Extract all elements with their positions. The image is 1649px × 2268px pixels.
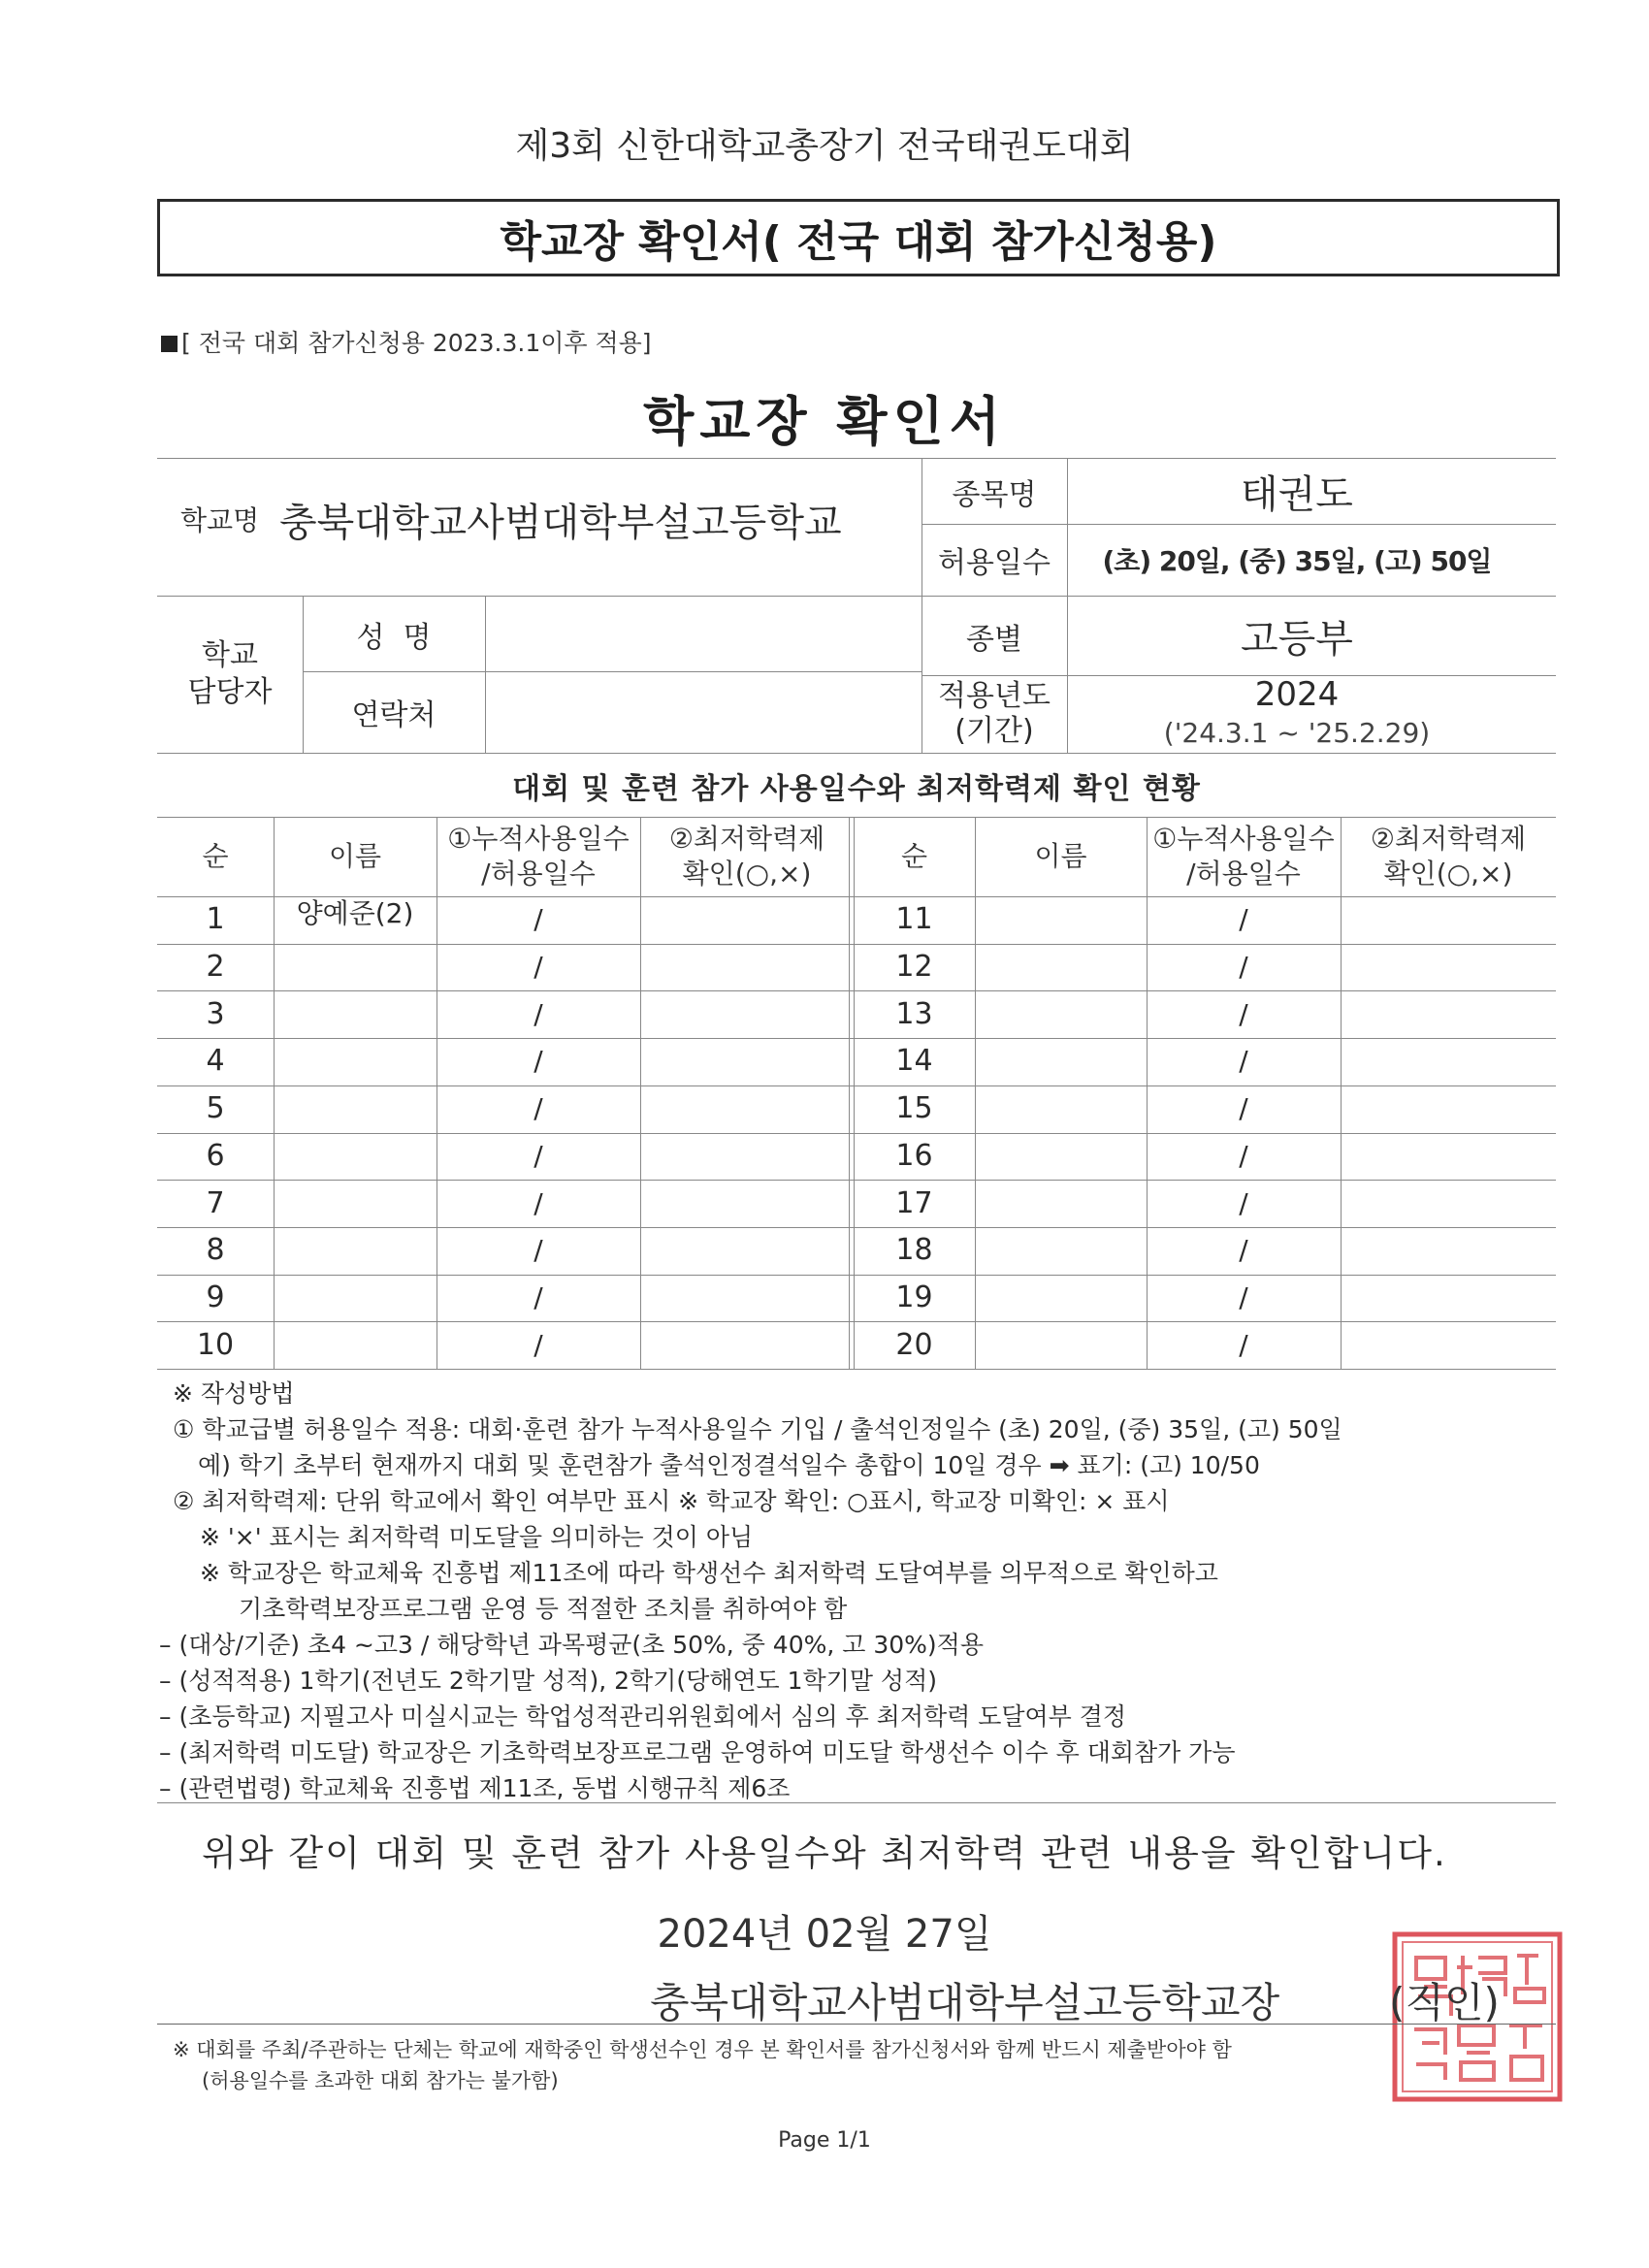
row-days: /	[534, 1328, 543, 1361]
note-line: – (초등학교) 지필고사 미실시교는 학업성적관리위원회에서 심의 후 최저학력 도달여부 결정	[159, 1702, 1127, 1731]
date: 2024년 02월 27일	[657, 1912, 992, 1957]
row-number: 11	[895, 902, 933, 937]
row-number: 4	[206, 1044, 225, 1079]
division-value: 고등부	[1241, 617, 1353, 662]
row-check	[1341, 1133, 1556, 1181]
header-days: ①누적사용일수 /허용일수	[447, 823, 630, 890]
form-title: 학교장 확인서( 전국 대회 참가신청용)	[500, 217, 1217, 267]
row-days: /	[534, 1045, 543, 1078]
note-line: – (성적적용) 1학기(전년도 2학기말 성적), 2학기(당해연도 1학기말 성적)	[159, 1667, 937, 1695]
row-name	[975, 1174, 1147, 1221]
header-no: 순	[202, 840, 229, 872]
row-number: 17	[895, 1185, 933, 1220]
principal-name: 충북대학교사범대학부설고등학교장	[650, 1979, 1280, 2026]
phone-label: 연락처	[351, 698, 436, 732]
year-value: 2024	[1254, 675, 1340, 714]
row-days: /	[1239, 1139, 1248, 1172]
row-days: /	[1239, 951, 1248, 984]
document-title: 학교장 확인서	[643, 391, 1006, 452]
row-name	[274, 1221, 436, 1269]
row-days: /	[534, 1186, 543, 1219]
row-number: 8	[206, 1233, 225, 1268]
note-line: – (최저학력 미도달) 학교장은 기초학력보장프로그램 운영하여 미도달 학생선수 이수 후 대회참가 가능	[159, 1738, 1236, 1766]
row-name	[975, 1269, 1147, 1316]
row-number: 1	[206, 902, 225, 937]
row-check	[1341, 1275, 1556, 1322]
row-name	[975, 891, 1147, 938]
note-line: ② 최저학력제: 단위 학교에서 확인 여부만 표시 ※ 학교장 확인: ○표시, 학교장 미확인: × 표시	[173, 1487, 1170, 1515]
header-name: 이름	[328, 840, 382, 872]
note-line: ※ 작성방법	[173, 1379, 295, 1408]
row-check	[1341, 1180, 1556, 1227]
square-bullet-icon	[161, 336, 178, 352]
row-days: /	[534, 997, 543, 1030]
seal-label: (직인)	[1389, 1979, 1500, 2026]
row-name	[274, 985, 436, 1032]
row-number: 14	[895, 1044, 933, 1079]
header-check: ②최저학력제 확인(○,×)	[668, 823, 825, 890]
row-check	[640, 944, 854, 991]
row-check	[640, 990, 854, 1038]
row-name	[975, 985, 1147, 1032]
row-days: /	[534, 1092, 543, 1125]
row-name	[274, 1080, 436, 1127]
row-number: 10	[196, 1327, 235, 1362]
row-number: 2	[206, 950, 225, 985]
row-days: /	[1239, 1045, 1248, 1078]
year-label: 적용년도 (기간)	[938, 679, 1051, 748]
row-number: 16	[895, 1138, 933, 1173]
sport-value: 태권도	[1241, 472, 1353, 517]
school-label: 학교명	[180, 504, 260, 536]
row-number: 9	[206, 1280, 225, 1314]
row-name	[975, 1080, 1147, 1127]
row-name	[274, 1269, 436, 1316]
sport-label: 종목명	[952, 477, 1037, 512]
row-check	[1341, 990, 1556, 1038]
footer-note-line-1: ※ 대회를 주최/주관하는 단체는 학교에 재학중인 학생선수인 경우 본 확인서를 참가신청서와 함께 반드시 제출받아야 함	[173, 2038, 1232, 2061]
note-line: 기초학력보장프로그램 운영 등 적절한 조치를 취하여야 함	[239, 1595, 848, 1623]
row-name: 양예준(2)	[296, 897, 414, 930]
allowed-days-label: 허용일수	[938, 546, 1051, 580]
form-title-box	[157, 199, 1560, 276]
row-name	[274, 1174, 436, 1221]
note-line: ① 학교급별 허용일수 적용: 대회·훈련 참가 누적사용일수 기입 / 출석인정일수 (초) 20일, (중) 35일, (고) 50일	[173, 1415, 1342, 1443]
row-days: /	[1239, 1234, 1248, 1267]
row-name	[274, 1315, 436, 1363]
row-days: /	[1239, 1186, 1248, 1219]
row-name	[975, 1221, 1147, 1269]
row-number: 19	[895, 1280, 933, 1314]
name-field	[487, 599, 920, 669]
note-line: ※ 학교장은 학교체육 진흥법 제11조에 따라 학생선수 최저학력 도달여부를 의무적으로 확인하고	[200, 1559, 1218, 1587]
footer-note	[173, 2034, 1232, 2096]
row-name	[975, 938, 1147, 986]
header-no: 순	[900, 840, 928, 872]
contact-person-label: 학교 담당자	[187, 638, 273, 709]
row-check	[640, 1275, 854, 1322]
note-line: 예) 학기 초부터 현재까지 대회 및 훈련참가 출석인정결석일수 총합이 10일 경우 ➡ 표기: (고) 10/50	[198, 1451, 1260, 1479]
row-days: /	[534, 903, 543, 936]
row-check	[640, 1321, 854, 1369]
row-number: 12	[895, 950, 933, 985]
row-check	[1341, 1321, 1556, 1369]
row-days: /	[534, 1139, 543, 1172]
row-days: /	[534, 1280, 543, 1313]
subhead	[161, 324, 652, 359]
row-days: /	[1239, 1328, 1248, 1361]
allowed-days-value: (초) 20일, (중) 35일, (고) 50일	[1102, 545, 1492, 577]
row-days: /	[534, 951, 543, 984]
row-check	[1341, 1038, 1556, 1085]
row-check	[1341, 944, 1556, 991]
row-check	[640, 1227, 854, 1275]
row-name	[975, 1315, 1147, 1363]
instructions	[159, 1376, 1342, 1806]
row-check	[1341, 1227, 1556, 1275]
page-number: Page 1/1	[778, 2128, 871, 2153]
row-check	[640, 1133, 854, 1181]
row-number: 20	[895, 1327, 933, 1362]
row-number: 15	[895, 1091, 933, 1126]
header-days: ①누적사용일수 /허용일수	[1152, 823, 1335, 890]
period-value: ('24.3.1 ~ '25.2.29)	[1163, 716, 1431, 749]
subhead-text: [ 전국 대회 참가신청용 2023.3.1이후 적용]	[181, 329, 652, 357]
phone-field	[487, 674, 920, 750]
header-check: ②최저학력제 확인(○,×)	[1370, 823, 1527, 890]
row-check	[640, 1180, 854, 1227]
row-check	[640, 1085, 854, 1133]
row-number: 18	[895, 1233, 933, 1268]
row-days: /	[1239, 903, 1248, 936]
note-line: – (관련법령) 학교체육 진흥법 제11조, 동법 시행규칙 제6조	[159, 1774, 791, 1802]
row-days: /	[1239, 1092, 1248, 1125]
row-number: 13	[895, 996, 933, 1031]
note-line: ※ '×' 표시는 최저학력 미도달을 의미하는 것이 아님	[200, 1523, 754, 1551]
row-check	[1341, 1085, 1556, 1133]
row-check	[640, 896, 854, 944]
row-number: 5	[206, 1091, 225, 1126]
confirm-statement: 위와 같이 대회 및 훈련 참가 사용일수와 최저학력 관련 내용을 확인합니다.	[202, 1832, 1447, 1874]
row-name	[975, 1127, 1147, 1175]
event-title: 제3회 신한대학교총장기 전국태권도대회	[515, 126, 1134, 166]
row-number: 3	[206, 996, 225, 1031]
grid-line	[157, 1369, 1556, 1370]
note-line: – (대상/기준) 초4 ~고3 / 해당학년 과목평균(초 50%, 중 40%, 고 30%)적용	[159, 1631, 984, 1659]
row-name	[975, 1032, 1147, 1080]
row-days: /	[1239, 1280, 1248, 1313]
division-label: 종별	[966, 622, 1022, 657]
row-name	[274, 1032, 436, 1080]
footer-note-line-2: (허용일수를 초과한 대회 참가는 불가함)	[202, 2069, 559, 2092]
row-name	[274, 938, 436, 986]
row-check	[1341, 896, 1556, 944]
row-days: /	[534, 1234, 543, 1267]
name-label: 성 명	[356, 620, 432, 655]
table-title: 대회 및 훈련 참가 사용일수와 최저학력제 확인 현황	[512, 772, 1201, 806]
school-name: 충북대학교사범대학부설고등학교	[279, 500, 842, 545]
row-name	[274, 1127, 436, 1175]
row-days: /	[1239, 997, 1248, 1030]
row-check	[640, 1038, 854, 1085]
header-name: 이름	[1034, 840, 1087, 872]
row-number: 6	[206, 1138, 225, 1173]
row-number: 7	[206, 1185, 225, 1220]
